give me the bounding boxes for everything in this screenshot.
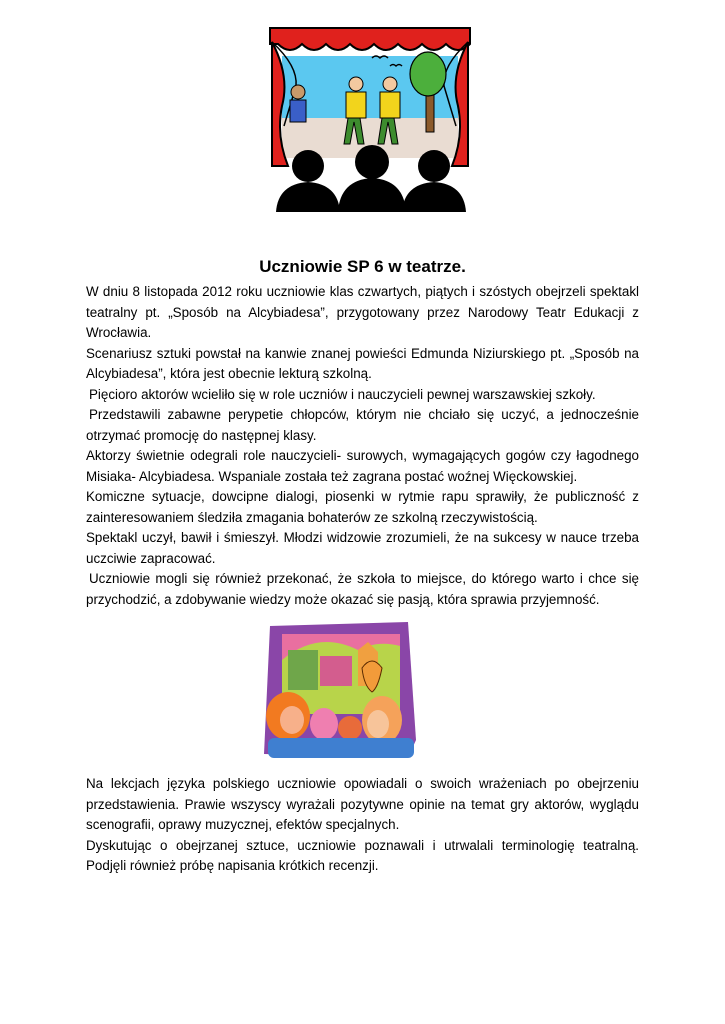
- paragraph: Scenariusz sztuki powstał na kanwie znanej powieści Edmunda Niziurskiego pt. „Sposób na Alcybiadesa”, która jest obecnie lekturą szkolną.: [86, 345, 639, 381]
- paragraph: Aktorzy świetnie odegrali role nauczycieli- surowych, wymagających gogów czy łagodnego Misiaka- Alcybiadesa. Wspaniale została też zagrana postać woźnej Więckowskiej.: [86, 448, 639, 484]
- paragraph: W dniu 8 listopada 2012 roku uczniowie klas czwartych, piątych i szóstych obejrzeli spektakl teatralny pt. „Sposób na Alcybiadesa”, przygotowany przez Narodowy Teatr Edukacji z Wrocławia.: [86, 284, 639, 340]
- theater-stage-illustration: [268, 26, 472, 212]
- page-title: Uczniowie SP 6 w teatrze.: [259, 257, 466, 277]
- paragraph: Komiczne sytuacje, dowcipne dialogi, piosenki w rytmie rapu sprawiły, że publiczność z zainteresowaniem śledziła zmagania bohaterów ze szkolną rzeczywistością.: [86, 489, 639, 525]
- paragraph: Przedstawili zabawne perypetie chłopców, którym nie chciało się uczyć, a jednocześnie otrzymać promocję do następnej klasy.: [86, 407, 639, 443]
- paragraph: Uczniowie mogli się również przekonać, że szkoła to miejsce, do którego warto i chce się przychodzić, a zdobywanie wiedzy może okazać się pasją, która sprawia przyjemność.: [86, 571, 639, 607]
- article-body-top: [86, 282, 639, 610]
- paragraph: Spektakl uczył, bawił i śmieszył. Młodzi widzowie zrozumieli, że na sukcesy w nauce trzeba uczciwie zapracować.: [86, 530, 639, 566]
- article-body-bottom: [86, 774, 639, 877]
- audience-illustration: [258, 620, 418, 760]
- paragraph: Pięcioro aktorów wcieliło się w role uczniów i nauczycieli pewnej warszawskiej szkoły.: [89, 386, 596, 402]
- paragraph: Dyskutując o obejrzanej sztuce, uczniowie poznawali i utrwalali terminologię teatralną. Podjęli również próbę napisania krótkich recenzji.: [86, 837, 639, 873]
- paragraph: Na lekcjach języka polskiego uczniowie opowiadali o swoich wrażeniach po obejrzeniu przedstawienia. Prawie wszyscy wyrażali pozytywne opinie na temat gry aktorów, wyglądu scenografii, oprawy muzycznej, efektów specjalnych.: [86, 776, 639, 832]
